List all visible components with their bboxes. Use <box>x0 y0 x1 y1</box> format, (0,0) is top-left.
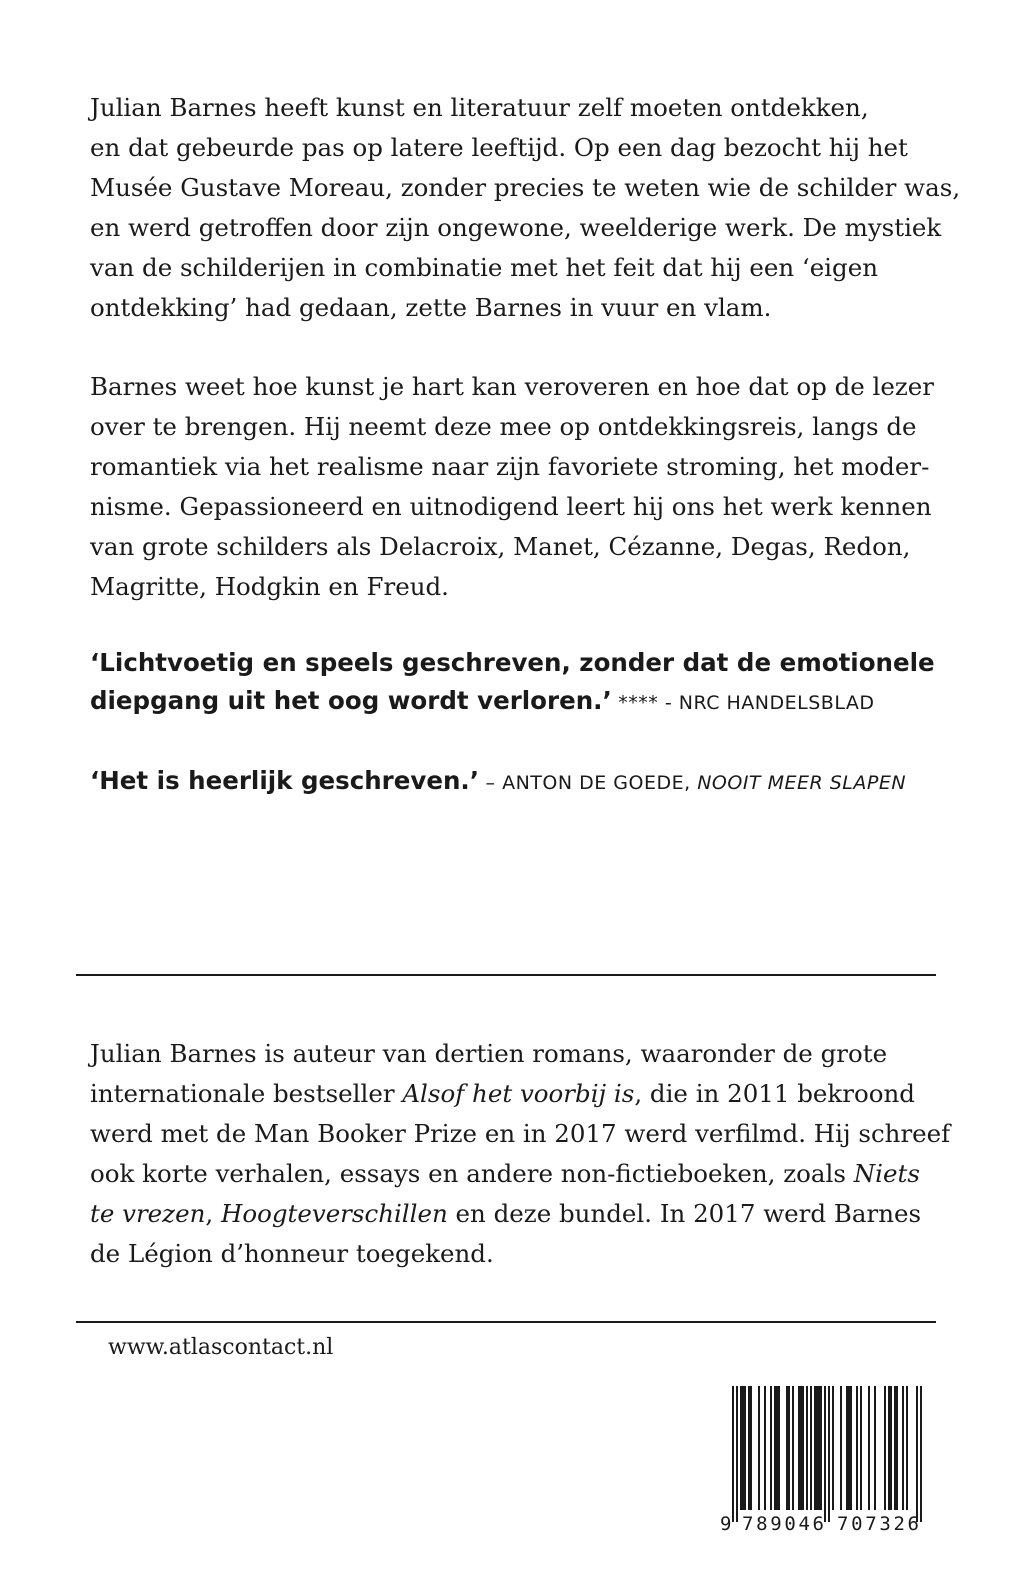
barcode-bar <box>884 1386 886 1510</box>
blurb-line: ontdekking’ had gedaan, zette Barnes in vuur en vlam. <box>90 293 772 322</box>
barcode-bar <box>800 1386 802 1510</box>
book-title: Niets <box>853 1159 920 1188</box>
quote-author: ANTON DE GOEDE, <box>502 772 698 794</box>
barcode-bar <box>840 1386 842 1510</box>
barcode-bar <box>810 1386 812 1510</box>
barcode-bar <box>894 1386 896 1510</box>
barcode-bar <box>856 1386 858 1510</box>
blurb-line: van grote schilders als Delacroix, Manet, Cézanne, Degas, Redon, <box>90 532 911 561</box>
bio-line: Julian Barnes is auteur van dertien romans, waaronder de grote <box>90 1039 888 1068</box>
blurb-line: van de schilderijen in combinatie met het feit dat hij een ‘eigen <box>90 253 878 282</box>
barcode-bar <box>742 1386 744 1510</box>
quote-line <box>90 762 950 802</box>
barcode-bar <box>874 1386 876 1510</box>
blurb-line: over te brengen. Hij neemt deze mee op ontdekkingsreis, langs de <box>90 412 917 441</box>
quote-source: NRC HANDELSBLAD <box>678 692 875 714</box>
bio-line: werd met de Man Booker Prize en in 2017 werd verfilmd. Hij schreef <box>90 1119 951 1148</box>
isbn-barcode <box>714 1384 936 1536</box>
barcode-bar <box>906 1386 908 1510</box>
barcode-bar <box>850 1386 852 1510</box>
bio-text: ook korte verhalen, essays en andere non-fictieboeken, zoals <box>90 1159 854 1188</box>
blurb-line: Julian Barnes heeft kunst en literatuur zelf moeten ontdekken, <box>90 93 869 122</box>
barcode-guard-bar <box>828 1386 830 1522</box>
blurb-paragraph-2 <box>90 367 950 607</box>
barcode-bar <box>740 1386 742 1510</box>
blurb-line: Musée Gustave Moreau, zonder precies te weten wie de schilder was, <box>90 173 961 202</box>
barcode-bar <box>778 1386 780 1510</box>
barcode-bar <box>888 1386 890 1510</box>
bio-text: , <box>205 1199 221 1228</box>
book-title: Hoogteverschillen <box>220 1199 448 1228</box>
barcode-bar <box>818 1386 820 1510</box>
blurb-line: nisme. Gepassioneerd en uitnodigend leert hij ons het werk kennen <box>90 492 932 521</box>
divider <box>76 974 936 976</box>
quote-rating: **** - <box>611 692 679 714</box>
quote-text: ‘Het is heerlijk geschreven.’ <box>90 766 479 795</box>
barcode-left-digits: 789046 <box>742 1513 824 1535</box>
publisher-website[interactable]: www.atlascontact.nl <box>108 1335 334 1360</box>
barcode-graphic <box>714 1384 936 1536</box>
barcode-bar <box>770 1386 772 1510</box>
barcode-bar <box>764 1386 766 1510</box>
blurb-line: en werd getroffen door zijn ongewone, weelderige werk. De mystiek <box>90 213 942 242</box>
blurb-line: Magritte, Hodgkin en Freud. <box>90 572 449 601</box>
barcode-bar <box>744 1386 746 1510</box>
barcode-bar <box>758 1386 760 1510</box>
barcode-bar <box>792 1386 794 1510</box>
barcode-bar <box>846 1386 848 1510</box>
barcode-guard-bar <box>916 1386 918 1522</box>
barcode-bar <box>798 1386 800 1510</box>
bio-text: en deze bundel. In 2017 werd Barnes <box>447 1199 922 1228</box>
blurb-line: romantiek via het realisme naar zijn favoriete stroming, het moder- <box>90 452 930 481</box>
barcode-guard-bar <box>920 1386 922 1522</box>
barcode-bar <box>814 1386 816 1510</box>
bio-line <box>90 1194 950 1234</box>
barcode-bar <box>868 1386 870 1510</box>
bio-line: de Légion d’honneur toegekend. <box>90 1239 494 1268</box>
quote-line: ‘Lichtvoetig en speels geschreven, zonder dat de emotionele <box>90 648 935 677</box>
blurb-paragraph-1 <box>90 88 961 328</box>
barcode-bar <box>748 1386 750 1510</box>
bio-line <box>90 1074 950 1114</box>
bio-text: internationale bestseller <box>90 1079 403 1108</box>
quote-dash: – <box>479 772 503 794</box>
barcode-bar <box>848 1386 850 1510</box>
barcode-bar <box>806 1386 808 1510</box>
quote-publication: NOOIT MEER SLAPEN <box>697 772 907 794</box>
barcode-bar <box>816 1386 818 1510</box>
divider <box>76 1321 936 1323</box>
review-quote-goede <box>90 762 950 802</box>
barcode-right-digits: 707326 <box>837 1513 919 1535</box>
author-bio <box>90 1034 950 1274</box>
barcode-bar <box>750 1386 752 1510</box>
barcode-guard-bar <box>824 1386 826 1522</box>
barcode-bar <box>786 1386 788 1510</box>
barcode-bar <box>896 1386 898 1510</box>
barcode-bar <box>860 1386 862 1510</box>
barcode-bar <box>788 1386 790 1510</box>
barcode-bars <box>732 1386 922 1522</box>
blurb-line: en dat gebeurde pas op latere leeftijd. Op een dag bezocht hij het <box>90 133 908 162</box>
quote-line <box>90 682 950 722</box>
barcode-bar <box>802 1386 804 1510</box>
barcode-bar <box>832 1386 834 1510</box>
bio-text: , die in 2011 bekroond <box>634 1079 915 1108</box>
bio-line <box>90 1154 950 1194</box>
book-title: Alsof het voorbij is <box>402 1079 635 1108</box>
quote-text: diepgang uit het oog wordt verloren.’ <box>90 686 612 715</box>
barcode-bar <box>890 1386 892 1510</box>
barcode-guard-bar <box>732 1386 734 1522</box>
barcode-bar <box>776 1386 778 1510</box>
book-title: te vrezen <box>90 1199 206 1228</box>
barcode-first-digit: 9 <box>720 1513 732 1535</box>
barcode-bar <box>820 1386 822 1510</box>
barcode-guard-bar <box>736 1386 738 1522</box>
blurb-line: Barnes weet hoe kunst je hart kan veroveren en hoe dat op de lezer <box>90 372 934 401</box>
review-quote-nrc <box>90 644 950 722</box>
barcode-bar <box>774 1386 776 1510</box>
barcode-bar <box>902 1386 904 1510</box>
